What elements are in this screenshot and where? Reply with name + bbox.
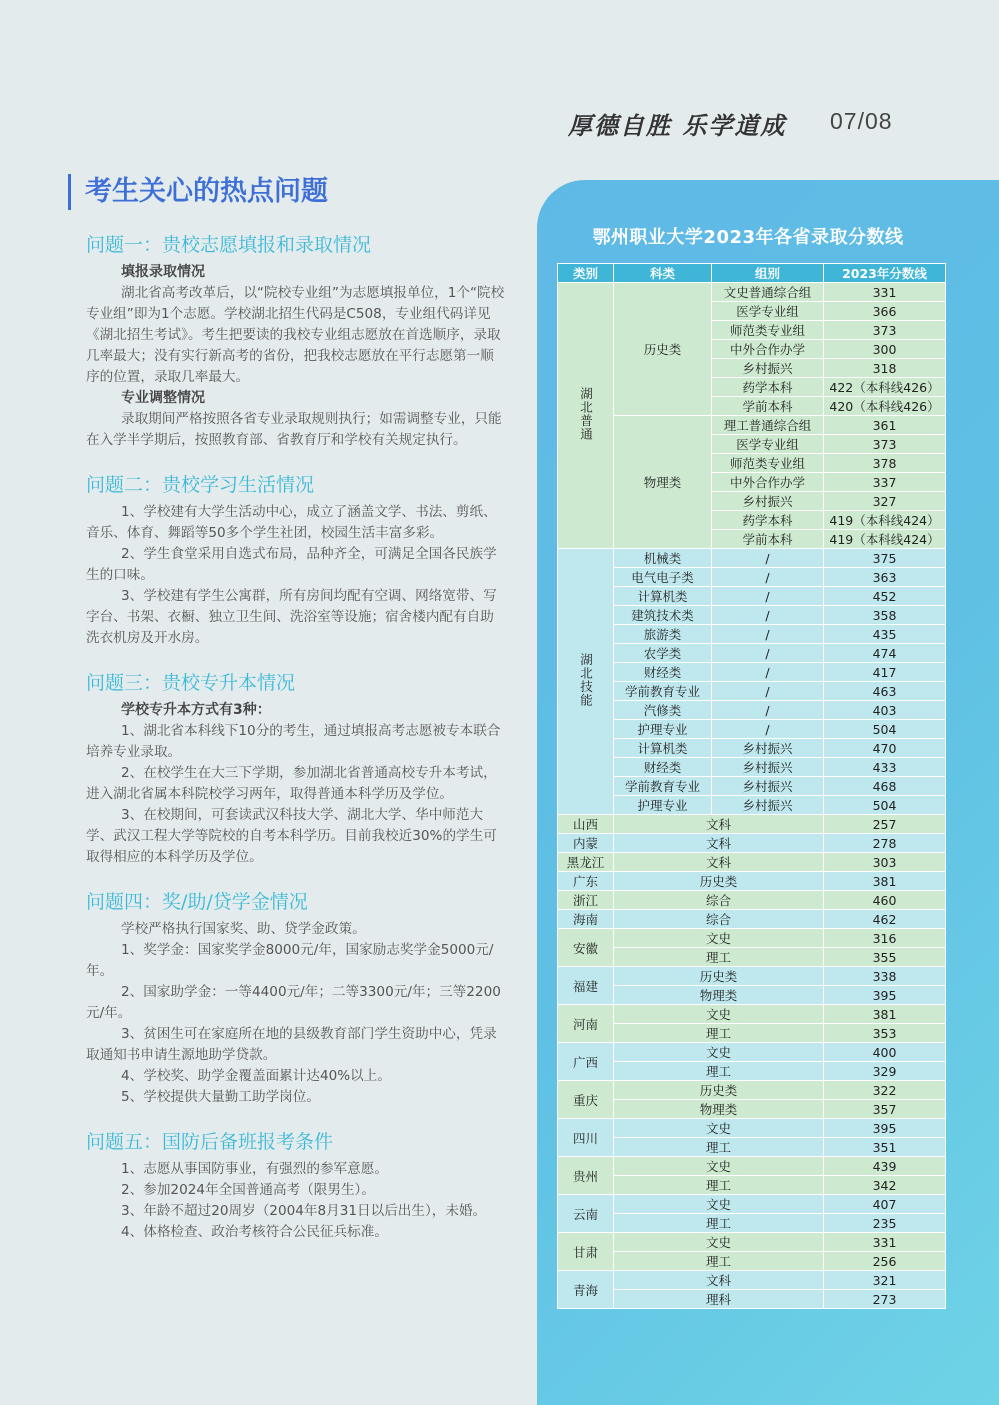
score-cell: 353: [824, 1024, 946, 1043]
score-cell: 403: [824, 701, 946, 720]
score-cell: 322: [824, 1081, 946, 1100]
subject-cell: 护理专业: [614, 720, 712, 739]
table-row: [558, 967, 946, 986]
category-label: 湖北技能: [578, 653, 594, 707]
paragraph: 学校严格执行国家奖、助、贷学金政策。: [121, 921, 366, 937]
table-row: [558, 682, 946, 701]
score-cell: 462: [824, 910, 946, 929]
score-cell: 338: [824, 967, 946, 986]
score-cell: 439: [824, 1157, 946, 1176]
subject-cell: 综合: [614, 891, 824, 910]
table-row: [558, 777, 946, 796]
score-cell: 235: [824, 1214, 946, 1233]
paragraph: 5、学校提供大量勤工助学岗位。: [121, 1089, 320, 1105]
subject-cell: 文史: [614, 1005, 824, 1024]
faq-column: [86, 232, 506, 1264]
table-header-row: [558, 264, 946, 283]
paragraph: 1、湖北省本科线下10分的考生，通过填报高考志愿被专本联合培养专业录取。: [86, 723, 501, 760]
group-cell: 师范类专业组: [712, 321, 824, 340]
subject-cell: 综合: [614, 910, 824, 929]
faq-section: [86, 232, 506, 451]
group-cell: 师范类专业组: [712, 454, 824, 473]
score-cell: 420（本科线426）: [824, 397, 946, 416]
category-cell: [558, 283, 614, 549]
paragraph: 录取期间严格按照各省专业录取规则执行；如需调整专业，只能在入学半学期后，按照教育部、省教育厅和学校有关规定执行。: [86, 411, 502, 448]
group-cell: 乡村振兴: [712, 758, 824, 777]
score-cell: 474: [824, 644, 946, 663]
score-cell: 331: [824, 283, 946, 302]
table-row: [558, 549, 946, 568]
col-header-score: 2023年分数线: [824, 264, 946, 283]
score-cell: 407: [824, 1195, 946, 1214]
group-cell: 医学专业组: [712, 302, 824, 321]
table-row: [558, 834, 946, 853]
score-cell: 460: [824, 891, 946, 910]
score-cell: 329: [824, 1062, 946, 1081]
table-row: [558, 625, 946, 644]
score-cell: 375: [824, 549, 946, 568]
question-heading: 问题二：贵校学习生活情况: [86, 474, 315, 496]
subject-cell: 理工: [614, 1252, 824, 1271]
page-title: 考生关心的热点问题: [68, 174, 328, 210]
score-cell: 504: [824, 796, 946, 815]
table-row: [558, 796, 946, 815]
group-cell: 乡村振兴: [712, 777, 824, 796]
score-cell: 331: [824, 1233, 946, 1252]
score-cell: 318: [824, 359, 946, 378]
paragraph: 1、志愿从事国防事业，有强烈的参军意愿。: [121, 1161, 388, 1177]
subject-cell: 文史: [614, 1157, 824, 1176]
table-row: [558, 910, 946, 929]
group-cell: /: [712, 644, 824, 663]
subject-cell: 物理类: [614, 1100, 824, 1119]
score-cell: 504: [824, 720, 946, 739]
province-cell: 山西: [558, 815, 614, 834]
group-cell: /: [712, 587, 824, 606]
subject-cell: 理科: [614, 1290, 824, 1309]
subject-cell: 文史: [614, 1233, 824, 1252]
subject-cell: 理工: [614, 1176, 824, 1195]
sub-heading: 学校专升本方式有3种：: [121, 702, 271, 718]
group-cell: 文史普通综合组: [712, 283, 824, 302]
table-row: [558, 1252, 946, 1271]
score-cell: 257: [824, 815, 946, 834]
subject-cell: 理工: [614, 1138, 824, 1157]
paragraph: 1、学校建有大学生活动中心，成立了涵盖文学、书法、剪纸、音乐、体育、舞蹈等50多个学生社团，校园生活丰富多彩。: [86, 504, 497, 541]
province-cell: 广西: [558, 1043, 614, 1081]
subject-cell: 物理类: [614, 986, 824, 1005]
table-row: [558, 739, 946, 758]
score-cell: 256: [824, 1252, 946, 1271]
table-row: [558, 1176, 946, 1195]
table-row: [558, 1081, 946, 1100]
province-cell: 贵州: [558, 1157, 614, 1195]
subject-cell: 文史: [614, 929, 824, 948]
group-cell: /: [712, 720, 824, 739]
group-cell: 乡村振兴: [712, 359, 824, 378]
question-heading: 问题三：贵校专升本情况: [86, 672, 296, 694]
subject-cell: 学前教育专业: [614, 682, 712, 701]
score-cell: 273: [824, 1290, 946, 1309]
score-cell: 327: [824, 492, 946, 511]
subject-cell: 理工: [614, 948, 824, 967]
score-cell: 381: [824, 872, 946, 891]
group-cell: /: [712, 701, 824, 720]
group-cell: /: [712, 606, 824, 625]
score-cell: 358: [824, 606, 946, 625]
score-table: [557, 263, 946, 1309]
table-row: [558, 1271, 946, 1290]
score-cell: 355: [824, 948, 946, 967]
group-cell: 医学专业组: [712, 435, 824, 454]
score-cell: 321: [824, 1271, 946, 1290]
score-cell: 316: [824, 929, 946, 948]
subject-cell: 文科: [614, 815, 824, 834]
sub-heading: 填报录取情况: [121, 264, 205, 280]
table-row: [558, 1119, 946, 1138]
table-row: [558, 587, 946, 606]
subject-cell: 农学类: [614, 644, 712, 663]
sub-heading: 专业调整情况: [121, 390, 205, 406]
subject-cell: 历史类: [614, 872, 824, 891]
subject-cell: 建筑技术类: [614, 606, 712, 625]
category-cell: [558, 549, 614, 815]
subject-cell: 理工: [614, 1062, 824, 1081]
subject-cell: 历史类: [614, 967, 824, 986]
group-cell: /: [712, 625, 824, 644]
subject-cell: 旅游类: [614, 625, 712, 644]
subject-cell: 文史: [614, 1043, 824, 1062]
table-row: [558, 1195, 946, 1214]
category-label: 湖北普通: [578, 387, 594, 441]
province-cell: 四川: [558, 1119, 614, 1157]
table-row: [558, 283, 946, 302]
subject-cell: 文史: [614, 1195, 824, 1214]
subject-cell: 学前教育专业: [614, 777, 712, 796]
score-cell: 422（本科线426）: [824, 378, 946, 397]
score-cell: 337: [824, 473, 946, 492]
score-cell: 417: [824, 663, 946, 682]
score-cell: 452: [824, 587, 946, 606]
table-row: [558, 1157, 946, 1176]
paragraph: 3、在校期间，可套读武汉科技大学、湖北大学、华中师范大学、武汉工程大学等院校的自考本科学历。目前我校近30%的学生可取得相应的本科学历及学位。: [86, 807, 497, 865]
table-row: [558, 606, 946, 625]
table-row: [558, 720, 946, 739]
score-cell: 463: [824, 682, 946, 701]
subject-cell: 物理类: [614, 416, 712, 549]
table-row: [558, 986, 946, 1005]
score-cell: 361: [824, 416, 946, 435]
paragraph: 4、体格检查、政治考核符合公民征兵标准。: [121, 1224, 388, 1240]
question-heading: 问题四：奖/助/贷学金情况: [86, 891, 308, 913]
table-row: [558, 891, 946, 910]
table-row: [558, 1214, 946, 1233]
subject-cell: 财经类: [614, 758, 712, 777]
table-row: [558, 644, 946, 663]
paragraph: 3、学校建有学生公寓群，所有房间均配有空调、网络宽带、写字台、书架、衣橱、独立卫生间、洗浴室等设施；宿舍楼内配有自助洗衣机房及开水房。: [86, 588, 497, 646]
province-cell: 海南: [558, 910, 614, 929]
table-row: [558, 1062, 946, 1081]
group-cell: 乡村振兴: [712, 796, 824, 815]
table-row: [558, 701, 946, 720]
paragraph: 2、学生食堂采用自选式布局，品种齐全，可满足全国各民族学生的口味。: [86, 546, 497, 583]
col-header-group: 组别: [712, 264, 824, 283]
table-row: [558, 416, 946, 435]
paragraph: 湖北省高考改革后，以“院校专业组”为志愿填报单位，1个“院校专业组”即为1个志愿。学校湖北招生代码是C508，专业组代码详见《湖北招生考试》。考生把要读的我校专业组志愿放在首选顺序，录取几率最大；没有实行新高考的省份，把我校志愿放在平行志愿第一顺序的位置，录取几率最大。: [86, 285, 505, 385]
table-row: [558, 1043, 946, 1062]
group-cell: 乡村振兴: [712, 739, 824, 758]
score-cell: 342: [824, 1176, 946, 1195]
table-row: [558, 568, 946, 587]
province-cell: 安徽: [558, 929, 614, 967]
score-cell: 381: [824, 1005, 946, 1024]
subject-cell: 计算机类: [614, 739, 712, 758]
group-cell: 药学本科: [712, 378, 824, 397]
score-cell: 378: [824, 454, 946, 473]
table-row: [558, 1100, 946, 1119]
score-cell: 419（本科线424）: [824, 530, 946, 549]
province-cell: 甘肃: [558, 1233, 614, 1271]
table-row: [558, 1138, 946, 1157]
subject-cell: 计算机类: [614, 587, 712, 606]
subject-cell: 理工: [614, 1024, 824, 1043]
paragraph: 3、贫困生可在家庭所在地的县级教育部门学生资助中心，凭录取通知书申请生源地助学贷款。: [86, 1026, 497, 1063]
page-number: 07/08: [830, 108, 893, 134]
paragraph: 2、在校学生在大三下学期，参加湖北省普通高校专升本考试，进入湖北省属本科院校学习两年，取得普通本科学历及学位。: [86, 765, 497, 802]
group-cell: 中外合作办学: [712, 340, 824, 359]
table-row: [558, 853, 946, 872]
table-row: [558, 929, 946, 948]
paragraph: 4、学校奖、助学金覆盖面累计达40%以上。: [121, 1068, 391, 1084]
score-cell: 300: [824, 340, 946, 359]
score-cell: 435: [824, 625, 946, 644]
subject-cell: 文史: [614, 1119, 824, 1138]
question-heading: 问题五：国防后备班报考条件: [86, 1131, 334, 1153]
score-cell: 363: [824, 568, 946, 587]
subject-cell: 文科: [614, 834, 824, 853]
province-cell: 河南: [558, 1005, 614, 1043]
group-cell: /: [712, 682, 824, 701]
table-row: [558, 948, 946, 967]
subject-cell: 文科: [614, 853, 824, 872]
province-cell: 青海: [558, 1271, 614, 1309]
group-cell: 乡村振兴: [712, 492, 824, 511]
score-cell: 373: [824, 321, 946, 340]
province-cell: 云南: [558, 1195, 614, 1233]
subject-cell: 汽修类: [614, 701, 712, 720]
score-cell: 395: [824, 986, 946, 1005]
table-row: [558, 1005, 946, 1024]
score-cell: 470: [824, 739, 946, 758]
score-cell: 433: [824, 758, 946, 777]
group-cell: 学前本科: [712, 397, 824, 416]
subject-cell: 机械类: [614, 549, 712, 568]
subject-cell: 理工: [614, 1214, 824, 1233]
group-cell: 药学本科: [712, 511, 824, 530]
score-cell: 373: [824, 435, 946, 454]
subject-cell: 电气电子类: [614, 568, 712, 587]
subject-cell: 财经类: [614, 663, 712, 682]
faq-section: [86, 1129, 506, 1243]
table-title: 鄂州职业大学2023年各省录取分数线: [592, 227, 904, 248]
score-cell: 419（本科线424）: [824, 511, 946, 530]
score-cell: 400: [824, 1043, 946, 1062]
col-header-category: 类别: [558, 264, 614, 283]
subject-cell: 文科: [614, 1271, 824, 1290]
province-cell: 内蒙: [558, 834, 614, 853]
faq-section: [86, 670, 506, 868]
province-cell: 广东: [558, 872, 614, 891]
group-cell: /: [712, 663, 824, 682]
province-cell: 重庆: [558, 1081, 614, 1119]
score-cell: 357: [824, 1100, 946, 1119]
table-row: [558, 1290, 946, 1309]
question-heading: 问题一：贵校志愿填报和录取情况: [86, 234, 372, 256]
province-cell: 浙江: [558, 891, 614, 910]
subject-cell: 历史类: [614, 1081, 824, 1100]
paragraph: 2、国家助学金：一等4400元/年；二等3300元/年；三等2200元/年。: [86, 984, 501, 1021]
table-row: [558, 1024, 946, 1043]
group-cell: 学前本科: [712, 530, 824, 549]
group-cell: 中外合作办学: [712, 473, 824, 492]
group-cell: /: [712, 568, 824, 587]
score-cell: 395: [824, 1119, 946, 1138]
subject-cell: 护理专业: [614, 796, 712, 815]
subject-cell: 历史类: [614, 283, 712, 416]
faq-section: [86, 472, 506, 649]
school-motto: 厚德自胜 乐学道成: [568, 111, 787, 140]
score-cell: 468: [824, 777, 946, 796]
group-cell: /: [712, 549, 824, 568]
score-cell: 303: [824, 853, 946, 872]
table-row: [558, 663, 946, 682]
score-cell: 278: [824, 834, 946, 853]
col-header-subject: 科类: [614, 264, 712, 283]
province-cell: 黑龙江: [558, 853, 614, 872]
faq-section: [86, 889, 506, 1108]
score-cell: 366: [824, 302, 946, 321]
paragraph: 3、年龄不超过20周岁（2004年8月31日以后出生），未婚。: [121, 1203, 487, 1219]
table-row: [558, 872, 946, 891]
table-row: [558, 758, 946, 777]
paragraph: 1、奖学金：国家奖学金8000元/年，国家励志奖学金5000元/年。: [86, 942, 494, 979]
score-cell: 351: [824, 1138, 946, 1157]
table-row: [558, 815, 946, 834]
group-cell: 理工普通综合组: [712, 416, 824, 435]
province-cell: 福建: [558, 967, 614, 1005]
table-row: [558, 1233, 946, 1252]
paragraph: 2、参加2024年全国普通高考（限男生）。: [121, 1182, 375, 1198]
